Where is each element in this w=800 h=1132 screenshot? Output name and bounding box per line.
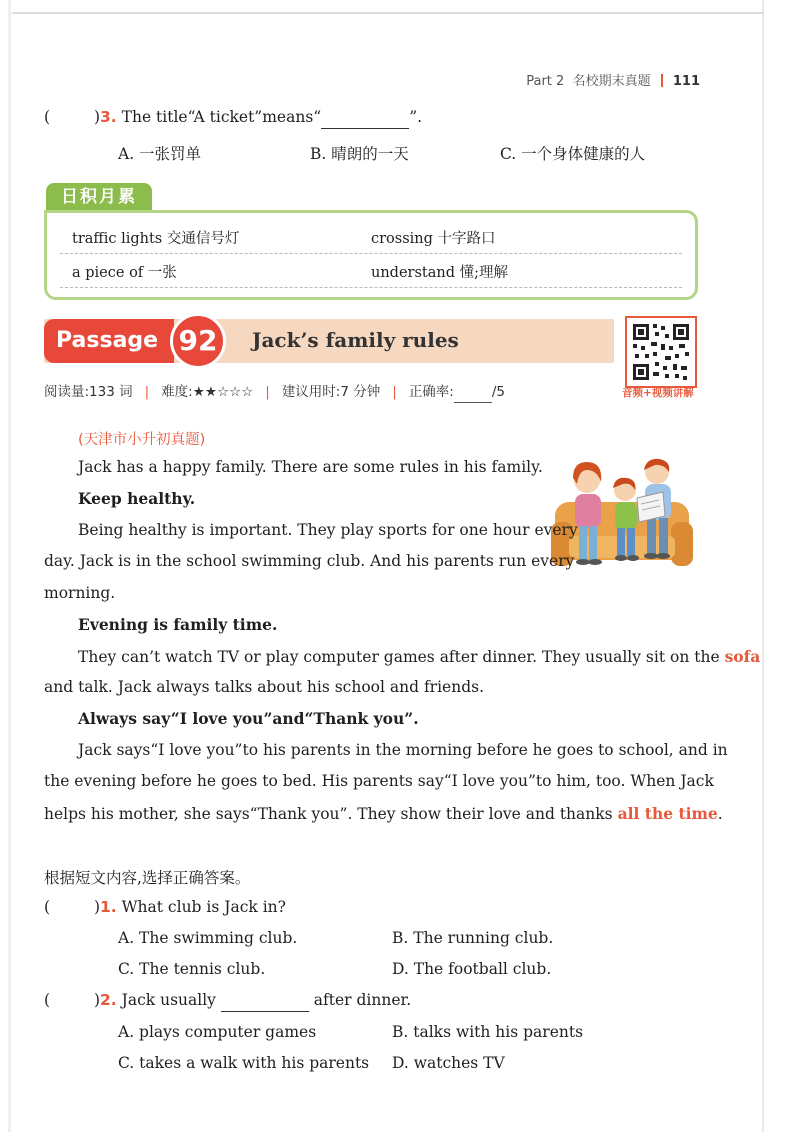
- fill-blank[interactable]: [221, 993, 309, 1012]
- vocab-tab: 日积月累: [46, 183, 152, 211]
- question-number: 3.: [100, 108, 117, 126]
- word-count: 阅读量:133 词: [44, 384, 133, 400]
- answer-paren-close: ): [93, 898, 100, 916]
- option-c: C. 一个身体健康的人: [500, 145, 646, 163]
- answer-paren-open: (: [44, 898, 51, 916]
- paragraph-3-line-1: [78, 641, 760, 674]
- paragraph-1: Jack has a happy family. There are some rules in his family.: [78, 458, 543, 476]
- instructions: 根据短文内容,选择正确答案。: [44, 869, 251, 887]
- difficulty-label: 难度:: [161, 384, 193, 400]
- answer-paren-open: (: [44, 991, 51, 1009]
- option-b: B. The running club.: [392, 929, 554, 947]
- page-edge-right: [762, 0, 764, 1132]
- paragraph-3-text: They can’t watch TV or play computer games after dinner. They usually sit on the: [78, 648, 720, 666]
- accuracy-label: 正确率:: [408, 384, 454, 400]
- suggested-time: 建议用时:7 分钟: [281, 384, 381, 400]
- heading-always-say: Always say“I love you”and“Thank you”.: [78, 709, 419, 728]
- answer-paren-open: (: [44, 108, 51, 126]
- option-a: A. plays computer games: [118, 1023, 317, 1041]
- paragraph-4-line-2: the evening before he goes to bed. His parents say“I love you”to him, too. When Jack: [44, 772, 714, 790]
- accuracy-blank[interactable]: [454, 386, 492, 403]
- vocab-item: crossing 十字路口: [371, 231, 496, 247]
- vocab-row: [60, 253, 682, 288]
- option-a: A. 一张罚单: [118, 145, 202, 163]
- highlight-phrase: all the time: [617, 804, 718, 823]
- page-top-edge: [12, 12, 764, 14]
- header-divider: [661, 74, 663, 87]
- question-stem: What club is Jack in?: [121, 898, 286, 916]
- difficulty-stars-icon: ★★☆☆☆: [192, 384, 254, 400]
- question-1: [44, 898, 286, 916]
- fill-blank[interactable]: [321, 110, 409, 129]
- meta-divider: |: [144, 384, 150, 400]
- question-stem-end: ”.: [409, 108, 423, 126]
- answer-paren-close: ): [93, 108, 100, 126]
- heading-evening: Evening is family time.: [78, 615, 278, 634]
- passage-source: (天津市小升初真题): [78, 432, 206, 448]
- paragraph-2-line-2: day. Jack is in the school swimming club. And his parents run every: [44, 552, 575, 570]
- option-c: C. takes a walk with his parents: [118, 1054, 370, 1072]
- vocab-box: [44, 210, 698, 300]
- question-stem-end: after dinner.: [313, 991, 412, 1009]
- heading-keep-healthy: Keep healthy.: [78, 489, 196, 508]
- paragraph-4-text: helps his mother, she says“Thank you”. They show their love and thanks: [44, 805, 613, 823]
- meta-divider: |: [265, 384, 270, 400]
- question-3: [44, 108, 422, 129]
- option-d: D. The football club.: [392, 960, 552, 978]
- option-b: B. 晴朗的一天: [310, 145, 409, 163]
- passage-number: 92: [170, 313, 226, 369]
- highlight-word: sofa: [724, 647, 761, 666]
- option-a: A. The swimming club.: [118, 929, 298, 947]
- paragraph-4-line-3: [44, 798, 723, 831]
- paragraph-4-end: .: [717, 805, 723, 823]
- vocab-item: understand 懂;理解: [371, 265, 508, 281]
- vocab-item: a piece of 一张: [72, 265, 177, 281]
- option-c: C. The tennis club.: [118, 960, 266, 978]
- option-b: B. talks with his parents: [392, 1023, 584, 1041]
- paragraph-2-line-3: morning.: [44, 584, 116, 602]
- passage-meta: [44, 380, 505, 403]
- question-stem: Jack usually: [121, 991, 216, 1009]
- question-stem: The title“A ticket”means“: [121, 108, 322, 126]
- vocab-item: traffic lights 交通信号灯: [72, 231, 240, 247]
- passage-title: Jack’s family rules: [252, 328, 459, 352]
- page-edge: [8, 0, 11, 1132]
- vocab-row: [60, 219, 682, 254]
- accuracy-total: /5: [491, 384, 506, 400]
- paragraph-3-line-2: and talk. Jack always talks about his school and friends.: [44, 678, 485, 696]
- header-section: 名校期末真题: [572, 74, 651, 89]
- paragraph-2-line-1: Being healthy is important. They play sports for one hour every: [78, 521, 578, 539]
- page-number: 111: [672, 74, 700, 89]
- meta-divider: |: [392, 384, 397, 400]
- question-number: 2.: [100, 991, 117, 1009]
- question-number: 1.: [100, 898, 117, 916]
- qr-caption: 音频+视频讲解: [622, 387, 694, 399]
- passage-label: Passage: [44, 319, 174, 363]
- qr-code-icon[interactable]: [625, 316, 697, 388]
- page-header: [526, 70, 700, 89]
- option-d: D. watches TV: [392, 1054, 505, 1072]
- question-2: [44, 991, 411, 1012]
- paragraph-4-line-1: Jack says“I love you”to his parents in the morning before he goes to school, and in: [78, 741, 728, 759]
- header-part: Part 2: [526, 74, 565, 89]
- answer-paren-close: ): [93, 991, 100, 1009]
